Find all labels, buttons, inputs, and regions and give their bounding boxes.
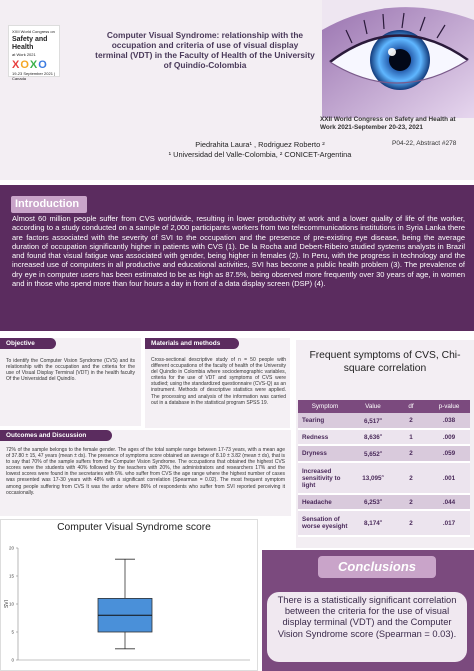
outcomes-text: 72% of the sample belongs to the female gender. The ages of the total sample range between 17-73 years, with a mean age of 37.80 ± 15, 47 years (mean ± ds). The presence of symptoms score obtained an average of 8.10 ± 3.82 (mean ± ds), that is to say that 70% of the sample suffers from the Computer Vision Syndrome. The occupations that obtained the highest CVS scores were the students with 40% followed by the teachers with 20%, the administrators and researchers 17% and the lowest scores were found in the secretaries with 6%. who suffer from CVS the age range where the highest number of cases was presented was 17-30 years with 48% with a significant correlation (Spearman = 0.02). The most frequent symptom among people suffering from CVS It was the ardor where 86% of respondents who suffer from SVI reported perceiving it occasionally. <box>6 447 285 496</box>
value-cell: 6,517$^a$ <box>352 413 394 429</box>
outcomes-section <box>0 430 291 516</box>
materials-text: Cross-sectional descriptive study of n = 50 people with different occupations of the faculty of health of the University del Quindio in Colombia where sociodemographic variables, criteria for the use of VDT and symptoms of CVS were studied; using the standardized questionnaire (CVS-Q) as an instrument. Methods of descriptive statistics were applied. The processing and analysis of the information was carried out in a database in the statistical program SPSS 19. <box>151 357 286 406</box>
eye-illustration-icon <box>322 0 474 118</box>
df-cell: 1 <box>394 429 428 445</box>
outcomes-heading: Outcomes and Discussion <box>0 430 112 441</box>
y-tick-label: 0 <box>11 657 14 663</box>
y-axis-label: SVI <box>4 599 10 609</box>
objective-text: To identify the Computer Vision Syndrome (CVS) and its relationship with the occupation and the criteria for the use of Visual Display Terminal (VDT) in the health faculty Of the Universidad del Quindío. <box>6 358 135 383</box>
affiliations: ¹ Universidad del Valle-Colombia, ² CONICET-Argentina <box>168 150 352 159</box>
table-row <box>298 510 470 536</box>
materials-heading: Materials and methods <box>145 338 239 349</box>
poster-title: Computer Visual Syndrome: relationship with the occupation and criteria of use of visual display terminal (VDT) in the Faculty of Health of the University of Quindío-Colombia <box>95 30 315 70</box>
df-cell: 2 <box>394 462 428 494</box>
value-cell: 13,095$^a$ <box>352 462 394 494</box>
objective-heading: Objective <box>0 338 56 349</box>
objective-section <box>0 338 141 426</box>
logo-line1: XXII World Congress on <box>12 29 55 34</box>
symptom-cell: Tearing <box>298 413 352 429</box>
df-cell: 2 <box>394 510 428 536</box>
column-header: df <box>394 400 428 413</box>
p-value-cell: .038 <box>428 413 470 429</box>
congress-info: XXII World Congress on Safety and Health at Work 2021-September 20-23, 2021 <box>320 116 456 131</box>
p-value-cell: .059 <box>428 445 470 462</box>
introduction-heading: Introduction <box>11 196 87 213</box>
p-value-cell: .001 <box>428 462 470 494</box>
symptom-cell: Sensation of worse eyesight <box>298 510 352 536</box>
column-header: Symptom <box>298 400 352 413</box>
df-cell: 2 <box>394 494 428 510</box>
table-row <box>298 494 470 510</box>
table-row <box>298 445 470 462</box>
value-cell: 8,174$^a$ <box>352 510 394 536</box>
df-cell: 2 <box>394 445 428 462</box>
table-row <box>298 429 470 445</box>
symptom-cell: Dryness <box>298 445 352 462</box>
column-header: Value <box>352 400 394 413</box>
logo-line2: Safety and Health <box>12 36 48 51</box>
symptom-cell: Headache <box>298 494 352 510</box>
table-row <box>298 462 470 494</box>
y-tick-label: 10 <box>8 601 14 607</box>
value-cell: 6,253$^a$ <box>352 494 394 510</box>
p-value-cell: .009 <box>428 429 470 445</box>
value-cell: 5,652$^a$ <box>352 445 394 462</box>
y-tick-label: 5 <box>11 629 14 635</box>
materials-section <box>145 338 290 428</box>
chart-title: Computer Visual Syndrome score <box>57 522 211 533</box>
symptom-cell: Redness <box>298 429 352 445</box>
congress-logo <box>8 25 60 81</box>
logo-mark: XOXO <box>12 59 48 71</box>
conclusions-text: There is a statistically significant correlation between the criteria for the use of visual display terminal (VDT) and the Computer Vision Syndrome score (Spearman = 0.03). <box>267 592 467 662</box>
symptoms-table <box>298 400 470 537</box>
table-header-row <box>298 400 470 413</box>
logo-line3: at Work 2021 <box>12 52 36 57</box>
table-title: Frequent symptoms of CVS, Chi-square correlation <box>309 350 461 374</box>
column-header: p-value <box>428 400 470 413</box>
df-cell: 2 <box>394 413 428 429</box>
value-cell: 8,636$^a$ <box>352 429 394 445</box>
authors: Piedrahita Laura¹ , Rodriguez Roberto ² <box>195 140 325 149</box>
abstract-number: P04-22, Abstract #278 <box>392 140 457 147</box>
boxplot-chart <box>0 538 258 670</box>
authors-block <box>145 140 375 160</box>
conclusions-heading: Conclusions <box>318 556 436 578</box>
y-tick-label: 15 <box>8 573 14 579</box>
table-row <box>298 413 470 429</box>
symptom-cell: Increased sensitivity to light <box>298 462 352 494</box>
y-tick-label: 20 <box>8 545 14 551</box>
logo-dates: 19-23 September 2021 | Canada <box>12 71 56 81</box>
introduction-text: Almost 60 million people suffer from CVS worldwide, resulting in lower productivity at work and a lower quality of life of the worker, according to a study conducted on a sample of 2,000 participants workers from two telecommunications institutions in Syria Lanka there are factors associated with the severity of SVI to the occupation and the presence of pre-existing eye disease, being the average duration of occupation significantly higher in patients with CVS (1). De la Rocha and Debert-Ribeiro studied systems analysts in Brazil and found that visual fatigue was associated with gender, being higher in females (2). In Peru, with the progress in technology and the increased use of computers in all productive and educational activities, SVI has become a public health problem (3). The prevalence of dry eye in computer users has been estimated to be as high as 87.5%, being observed more frequently over 30 years of age, in women and in those who spend more than four hours a day in front of a data display screen (DSP) (4). <box>12 214 465 289</box>
p-value-cell: .017 <box>428 510 470 536</box>
p-value-cell: .044 <box>428 494 470 510</box>
